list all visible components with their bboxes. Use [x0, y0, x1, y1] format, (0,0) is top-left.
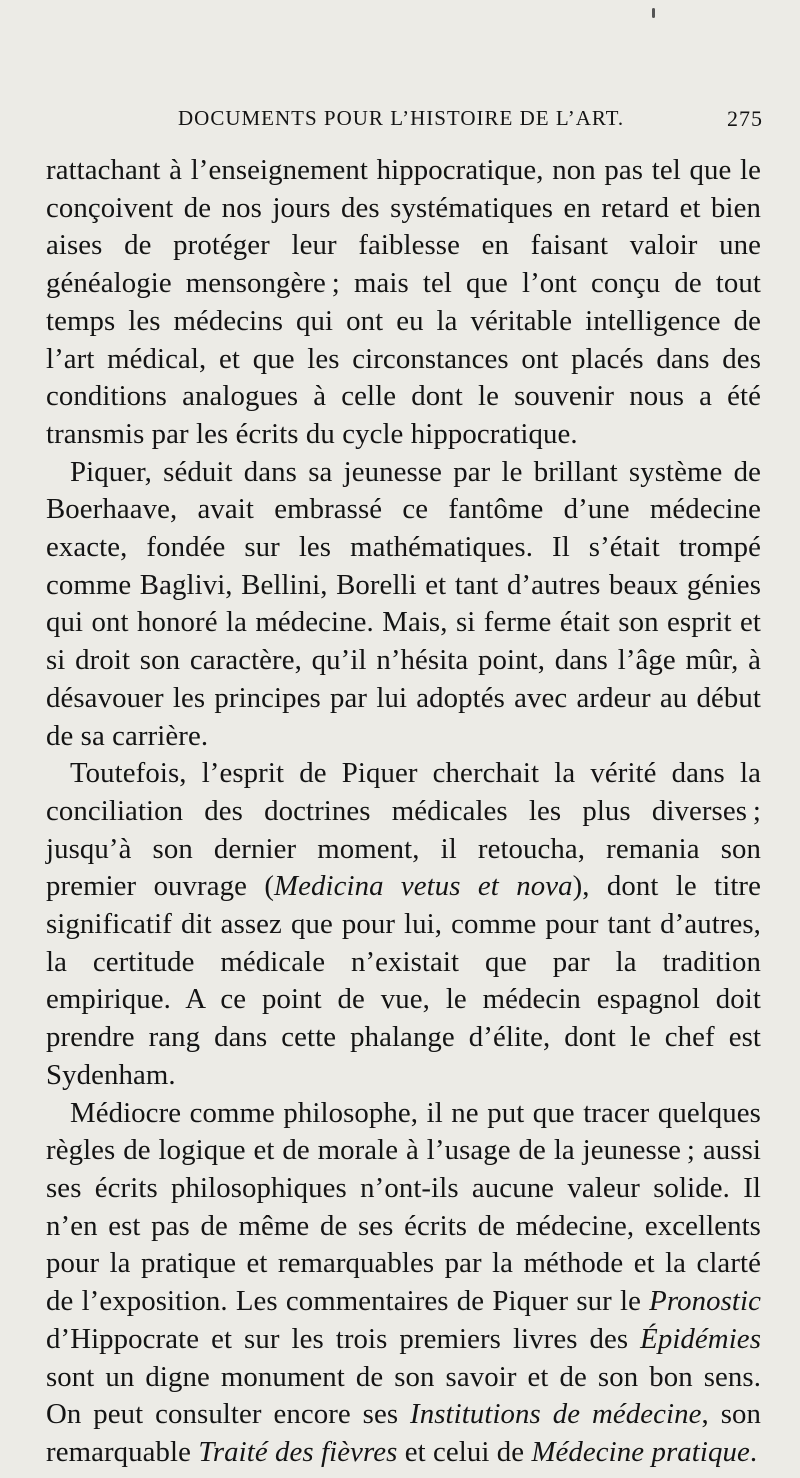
page-number: 275 — [727, 106, 763, 131]
italic-title: Medicina vetus et nova — [274, 870, 573, 903]
paragraph — [46, 152, 761, 454]
text-run: Toutefois, l’esprit de Piquer cherchait la vérité dans la conciliation des doctrines médicales les plus diverses ; jusqu’à son dernier moment, il retoucha, remania son premier ouvrage ( — [46, 757, 761, 903]
italic-title: Épidémies — [640, 1322, 761, 1355]
italic-title: Médecine pratique — [531, 1435, 750, 1468]
italic-title: Institutions de médecine — [410, 1398, 702, 1431]
paragraph — [46, 1095, 761, 1472]
running-title: DOCUMENTS POUR L’HISTOIRE DE L’ART. — [178, 106, 625, 130]
text-run: Piquer, séduit dans sa jeunesse par le brillant système de Boerhaave, avait embrassé ce fantôme d’une médecine exacte, fondée sur les mathématiques. Il s’était trompé comme Baglivi, Bellini, Borelli et tant d’autres beaux génies qui ont honoré la médecine. Mais, si ferme était son esprit et si droit son caractère, qu’il n’hésita point, dans l’âge mûr, à désavouer les principes par lui adoptés avec ardeur au début de sa carrière. — [46, 455, 761, 752]
ink-speck — [652, 8, 655, 18]
text-run: . — [749, 1435, 758, 1468]
italic-title: Traité des fièvres — [198, 1435, 398, 1468]
body-text — [46, 152, 761, 1472]
paragraph — [46, 454, 761, 756]
text-run: rattachant à l’enseignement hippocratique, non pas tel que le conçoivent de nos jours des systématiques en retard et bien aises de protéger leur faiblesse en faisant valoir une généalogie mensongère ; mais tel que l’ont conçu de tout temps les médecins qui ont eu la véritable intelligence de l’art médical, et que les circonstances ont placés dans des conditions analogues à celle dont le souvenir nous a été transmis par les écrits du cycle hippocratique. — [46, 154, 761, 450]
text-run: Médiocre comme philosophe, il ne put que tracer quelques règles de logique et de morale à l’usage de la jeunesse ; aussi ses écrits philosophiques n’ont-ils aucune valeur solide. Il n’en est pas de même de ses écrits de médecine, excellents pour la pratique et remarquables par la méthode et la clarté de l’exposition. Les commentaires de Piquer sur le — [46, 1096, 761, 1318]
page-header — [178, 106, 763, 146]
text-run: d’Hippocrate et sur les trois premiers livres des — [46, 1322, 641, 1355]
text-run: ), dont le titre significatif dit assez que pour lui, comme pour tant d’autres, la certitude médicale n’existait que par la tradition empirique. A ce point de vue, le médecin espagnol doit prendre rang dans cette phalange d’élite, dont le chef est Sydenham. — [46, 870, 761, 1091]
text-run: et celui de — [397, 1435, 532, 1468]
text-run: , son remarquable — [46, 1398, 761, 1468]
text-run: sont un digne monument de son savoir et de son bon sens. On peut consulter encore ses — [46, 1360, 761, 1431]
italic-title: Pronostic — [649, 1285, 761, 1318]
paragraph — [46, 755, 761, 1094]
